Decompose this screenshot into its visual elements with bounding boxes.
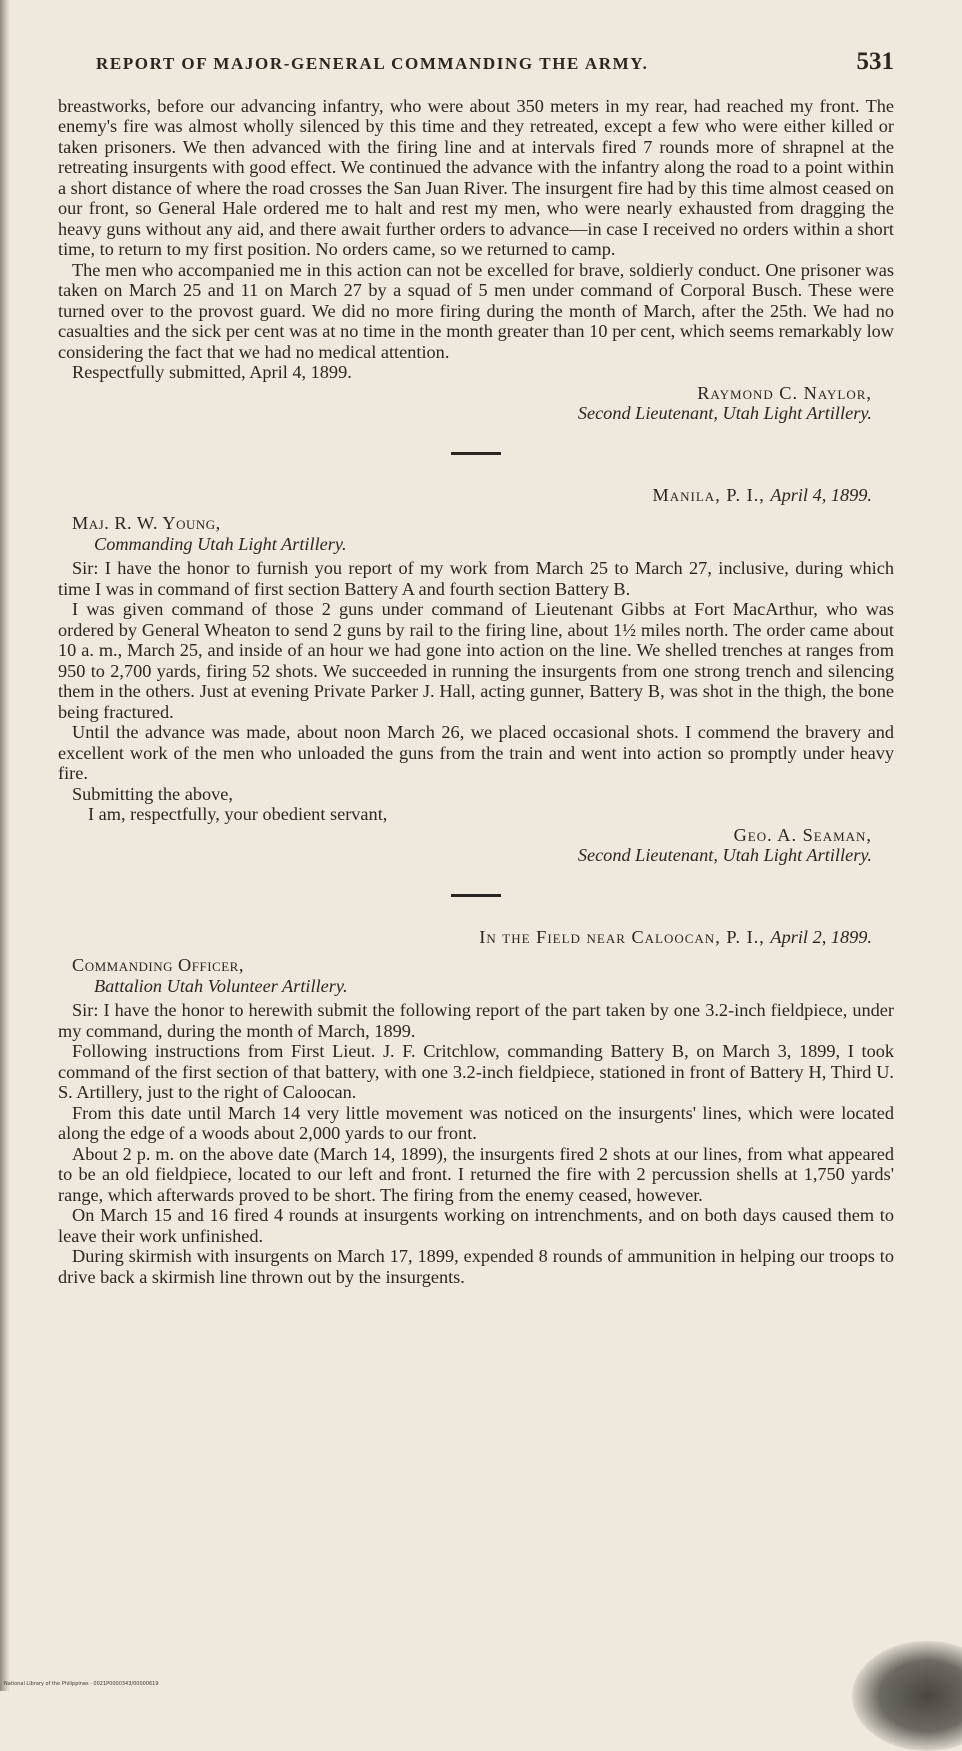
signature-name: Geo. A. Seaman, bbox=[733, 824, 872, 845]
dateline bbox=[58, 927, 894, 948]
page-number: 531 bbox=[856, 48, 894, 75]
signature-name: Raymond C. Naylor, bbox=[697, 382, 872, 403]
report-naylor bbox=[58, 96, 894, 424]
paragraph: Until the advance was made, about noon March 26, we placed occasional shots. I commend the bravery and excellent work of the men who unloaded the guns from the train and went into action so promptly under heavy fire. bbox=[58, 722, 894, 783]
closing-line: I am, respectfully, your obedient servant, bbox=[88, 804, 388, 824]
section-divider bbox=[451, 894, 501, 897]
signature-title: Second Lieutenant, Utah Light Artillery. bbox=[577, 845, 872, 865]
report-seaman bbox=[58, 485, 894, 866]
archive-credit: National Library of the Philippines · 0021P0000343/00000619 bbox=[4, 1681, 159, 1687]
dateline-place: In the Field near Caloocan, P. I., bbox=[479, 926, 765, 947]
paragraph: About 2 p. m. on the above date (March 14, 1899), the insurgents fired 2 shots at our lines, from what appeared to be an old fieldpiece, located to our left and front. I returned the fire with 2 percussion shells at 1,750 yards' range, which afterwards proved to be short. The firing from the enemy ceased, however. bbox=[58, 1143, 894, 1205]
paragraph: During skirmish with insurgents on March 17, 1899, expended 8 rounds of ammunition in helping our troops to drive back a skirmish line thrown out by the insurgents. bbox=[58, 1246, 894, 1287]
dateline-date: April 4, 1899. bbox=[770, 484, 872, 505]
paragraph: Sir: I have the honor to herewith submit the following report of the part taken by one 3.2-inch fieldpiece, under my command, during the month of March, 1899. bbox=[58, 1000, 894, 1041]
paragraph: Following instructions from First Lieut. J. F. Critchlow, commanding Battery B, on March 3, 1899, I took command of the first section of that battery, with one 3.2-inch fieldpiece, stationed in front of Battery H, Third U. S. Artillery, just to the right of Caloocan. bbox=[58, 1041, 894, 1102]
addressee-title: Commanding Utah Light Artillery. bbox=[94, 533, 347, 554]
paragraph: I was given command of those 2 guns under command of Lieutenant Gibbs at Fort MacArthur, who was ordered by General Wheaton to send 2 guns by rail to the firing line, about 1½ miles north. The order came about 10 a. m., March 25, and inside of an hour we had gone into action on the line. We shelled trenches at ranges from 950 to 2,700 yards, firing 52 shots. We succeeded in running the insurgents from one strong trench and silencing them in the others. Just at evening Private Parker J. Hall, acting gunner, Battery B, was shot in the thigh, the bone being fractured. bbox=[58, 599, 894, 722]
addressee-title: Battalion Utah Volunteer Artillery. bbox=[94, 975, 348, 996]
document-page bbox=[58, 48, 894, 1287]
paragraph: Respectfully submitted, April 4, 1899. bbox=[72, 362, 352, 382]
signature-title: Second Lieutenant, Utah Light Artillery. bbox=[577, 403, 872, 423]
paragraph: Submitting the above, bbox=[72, 783, 233, 804]
dateline bbox=[58, 485, 894, 506]
paragraph: breastworks, before our advancing infantry, who were about 350 meters in my rear, had reached my front. The enemy's fire was almost wholly silenced by this time and they retreated, except a few who were either killed or taken prisoners. We then advanced with the firing line and at intervals fired 7 rounds more of shrapnel at the retreating insurgents with good effect. We continued the advance with the infantry along the road to a point within a short distance of where the road crosses the San Juan River. The insurgent fire had by this time almost ceased on our front, so General Hale ordered me to halt and rest my men, who were nearly exhausted from dragging the heavy guns without any aid, and there await further orders to advance—in case I received no orders within a short time, to return to my first position. No orders came, so we returned to camp. bbox=[58, 95, 894, 259]
scan-binding-edge bbox=[0, 0, 10, 1691]
section-divider bbox=[451, 452, 501, 455]
addressee: Maj. R. W. Young, bbox=[72, 513, 221, 533]
scan-corner-shadow bbox=[852, 1641, 962, 1751]
report-caloocan bbox=[58, 927, 894, 1288]
running-title: REPORT OF MAJOR-GENERAL COMMANDING THE ARMY. bbox=[96, 54, 649, 73]
dateline-place: Manila, P. I., bbox=[652, 484, 765, 505]
running-header bbox=[58, 48, 894, 75]
dateline-date: April 2, 1899. bbox=[770, 926, 872, 947]
paragraph: On March 15 and 16 fired 4 rounds at insurgents working on intrenchments, and on both days caused them to leave their work unfinished. bbox=[58, 1205, 894, 1246]
paragraph: The men who accompanied me in this action can not be excelled for brave, soldierly conduct. One prisoner was taken on March 25 and 11 on March 27 by a squad of 5 men under command of Corporal Busch. These were turned over to the provost guard. We did no more firing during the month of March, after the 25th. We had no casualties and the sick per cent was at no time in the month greater than 10 per cent, which seems remarkably low considering the fact that we had no medical attention. bbox=[58, 259, 894, 362]
paragraph: Sir: I have the honor to furnish you report of my work from March 25 to March 27, inclusive, during which time I was in command of first section Battery A and fourth section Battery B. bbox=[58, 558, 894, 599]
paragraph: From this date until March 14 very little movement was noticed on the insurgents' lines, which were located along the edge of a woods about 2,000 yards to our front. bbox=[58, 1102, 894, 1143]
addressee: Commanding Officer, bbox=[72, 955, 244, 975]
